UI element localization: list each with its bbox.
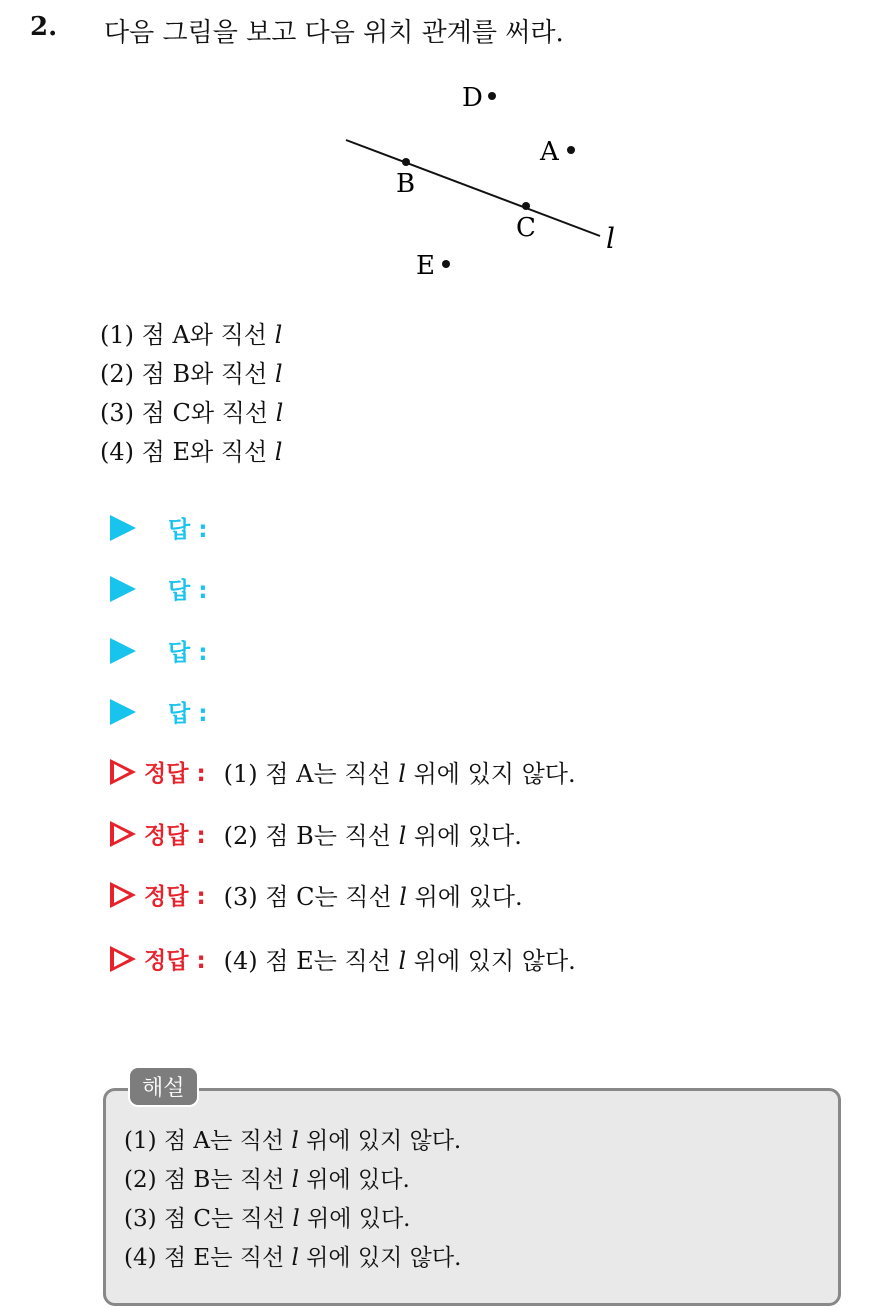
play-triangle-icon <box>110 699 136 725</box>
line-l <box>346 140 600 236</box>
correct-row-4 <box>110 941 576 976</box>
answer-label: 답 : <box>168 640 208 666</box>
point-c-dot <box>522 202 530 210</box>
subquestion: (3) 점 C와 직선 l <box>100 399 284 427</box>
question-number: 2. <box>30 12 58 42</box>
correct-text: (2) 점 B는 직선 l 위에 있다. <box>223 822 522 850</box>
solution-title: 해설 <box>128 1066 199 1107</box>
answer-label: 답 : <box>168 517 208 543</box>
play-triangle-icon <box>110 515 136 541</box>
outline-triangle-icon <box>110 821 136 847</box>
answer-label: 답 : <box>168 701 208 727</box>
solution-line: (2) 점 B는 직선 l 위에 있다. <box>124 1167 410 1193</box>
correct-text: (4) 점 E는 직선 l 위에 있지 않다. <box>223 947 576 975</box>
answer-row-3[interactable] <box>110 634 207 667</box>
point-d-label: D <box>462 83 483 113</box>
answer-row-2[interactable] <box>110 572 207 605</box>
geometry-figure <box>330 70 650 290</box>
point-e-label: E <box>416 251 435 281</box>
line-l-label: l <box>606 222 615 255</box>
correct-label: 정답 : <box>144 823 206 849</box>
answer-row-4[interactable] <box>110 695 207 728</box>
correct-text: (1) 점 A는 직선 l 위에 있지 않다. <box>223 760 576 788</box>
subquestion: (1) 점 A와 직선 l <box>100 321 283 349</box>
solution-line: (3) 점 C는 직선 l 위에 있다. <box>124 1206 411 1232</box>
point-e-dot <box>442 260 450 268</box>
solution-lines <box>124 1122 461 1278</box>
point-c-label: C <box>516 213 536 243</box>
answer-row-1[interactable] <box>110 511 207 544</box>
point-b-label: B <box>396 169 416 199</box>
solution-line: (4) 점 E는 직선 l 위에 있지 않다. <box>124 1245 462 1271</box>
answer-label: 답 : <box>168 578 208 604</box>
correct-label: 정답 : <box>144 761 206 787</box>
point-a-dot <box>567 146 575 154</box>
question-text: 다음 그림을 보고 다음 위치 관계를 써라. <box>104 18 564 48</box>
outline-triangle-icon <box>110 759 136 785</box>
subquestion: (4) 점 E와 직선 l <box>100 438 283 466</box>
point-b-dot <box>402 158 410 166</box>
correct-row-1 <box>110 754 576 789</box>
correct-text: (3) 점 C는 직선 l 위에 있다. <box>223 883 523 911</box>
point-d-dot <box>488 92 496 100</box>
correct-label: 정답 : <box>144 948 206 974</box>
point-a-label: A <box>540 137 559 167</box>
outline-triangle-icon <box>110 946 136 972</box>
correct-row-3 <box>110 877 523 912</box>
correct-row-2 <box>110 816 522 851</box>
play-triangle-icon <box>110 576 136 602</box>
subquestion: (2) 점 B와 직선 l <box>100 360 283 388</box>
correct-label: 정답 : <box>144 884 206 910</box>
subquestion-list <box>100 316 283 472</box>
play-triangle-icon <box>110 638 136 664</box>
outline-triangle-icon <box>110 882 136 908</box>
solution-line: (1) 점 A는 직선 l 위에 있지 않다. <box>124 1128 462 1154</box>
